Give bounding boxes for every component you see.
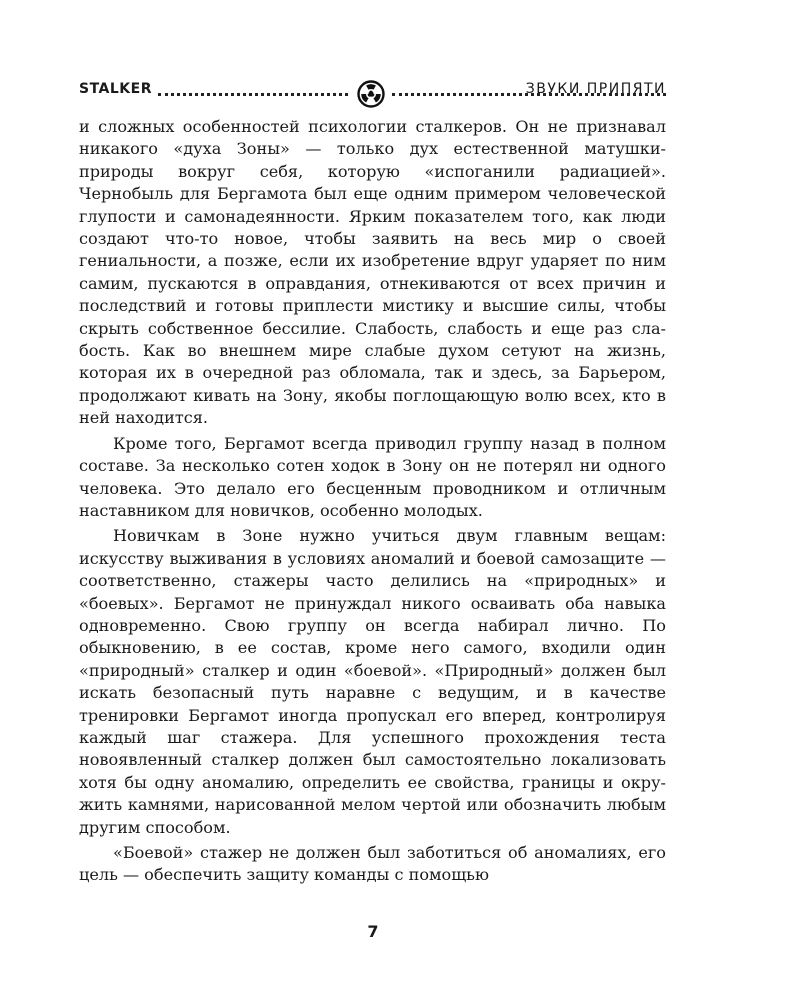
paragraph: «Боевой» стажер не должен был заботиться об аномалиях, его цель — обеспечить защиту команды с помощью bbox=[79, 843, 666, 885]
paragraph: Кроме того, Бергамот всегда приводил группу назад в полном составе. За несколько сотен ходок в Зону он не потерял ни одного человека. Это делало его бесценным проводником и отличным наставником для новичков, особенно молодых. bbox=[79, 433, 666, 520]
paragraph: Новичкам в Зоне нужно учиться двум главным вещам: искусству выживания в условиях аномалий и боевой самозащите — соответственно, стажеры часто делились на «природных» и «боевых». Бергамот не принуждал никого осваивать оба навыка одновременно. Свою группу он всегда набирал лично. По обыкновению, в ее состав, кроме него самого, входили один «природный» сталкер и один «боевой». «Природный» должен был искать безопасный путь наравне с ведущим, и в качестве тренировки Бергамот иногда пропускал его вперед, контролируя каждый шаг стажера. Для успешного прохождения теста новоявленный сталкер должен был самостоятельно локализовать хотя бы одну аномалию, определить ее свойства, границы и окружить камнями, нарисованной мелом чертой или обозначить любым другим способом. bbox=[79, 526, 666, 837]
page-number: 7 bbox=[367, 922, 379, 941]
book-title: ЗВУКИ ПРИПЯТИ bbox=[525, 81, 666, 97]
running-header bbox=[79, 80, 666, 106]
header-dotted-rule-left bbox=[158, 93, 348, 96]
page-body bbox=[79, 116, 666, 890]
paragraph: и сложных особенностей психологии сталкеров. Он не признавал никакого «духа Зоны» — только дух естественной матушки-природы вокруг себя, которую «испоганили радиацией». Чернобыль для Бергамота был еще одним примером человеческой глупости и самонадеянности. Ярким показателем того, как люди создают что-то новое, чтобы заявить на весь мир о своей гениальности, а позже, если их изобретение вдруг ударяет по ним самим, пускаются в оправдания, отнекиваются от всех причин и последствий и готовы приплести мистику и высшие силы, чтобы скрыть собственное бессилие. Слабость, слабость и еще раз слабость. Как во внешнем мире слабые духом сетуют на жизнь, которая их в очередной раз обломала, так и здесь, за Барьером, продолжают кивать на Зону, якобы поглощающую волю всех, кто в ней находится. bbox=[79, 117, 666, 428]
radiation-icon bbox=[356, 80, 386, 108]
series-title: STALKER bbox=[79, 81, 152, 97]
